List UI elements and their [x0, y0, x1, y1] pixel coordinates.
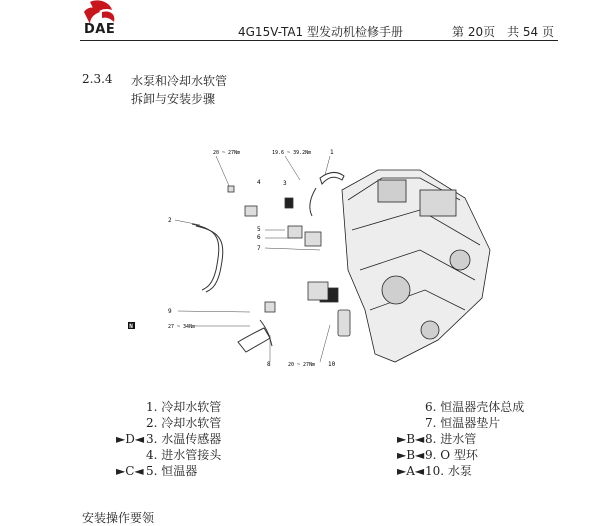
callout-6: 6	[257, 234, 261, 241]
list-item	[397, 463, 577, 479]
part-name: 5. 恒温器	[146, 464, 198, 478]
list-item	[397, 399, 577, 415]
torque-label-1: 20 ~ 27Nm	[213, 150, 241, 156]
engine-diagram	[120, 140, 510, 380]
callout-7: 7	[257, 245, 261, 252]
torque-label-4: 20 ~ 27Nm	[288, 362, 316, 368]
n-mark: N	[129, 323, 133, 330]
part-name: 2. 冷却水软管	[146, 416, 222, 430]
part-name: 3. 水温传感器	[146, 432, 222, 446]
callout-9: 9	[168, 308, 172, 315]
callout-4: 4	[257, 179, 261, 186]
part-name: 10. 水泵	[425, 464, 472, 478]
part-name: 4. 进水管接头	[146, 448, 222, 462]
parts-list-right	[397, 399, 577, 479]
torque-label-2: 19.6 ~ 39.2Nm	[272, 150, 312, 156]
list-item	[116, 399, 316, 415]
list-item	[116, 463, 316, 479]
part-marker: ►B◄	[397, 448, 425, 462]
callout-2: 2	[168, 217, 172, 224]
hose-drawings	[192, 172, 344, 352]
part-name: 9. O 型环	[425, 448, 478, 462]
callout-3: 3	[283, 180, 287, 187]
part-marker: ►A◄	[397, 464, 425, 478]
logo-text: DAE	[84, 22, 116, 37]
torque-label-3: 27 ~ 34Nm	[168, 324, 196, 330]
section-number: 2.3.4	[82, 72, 113, 86]
part-marker: ►D◄	[116, 432, 145, 446]
part-marker: ►C◄	[116, 464, 144, 478]
list-item	[116, 431, 316, 447]
next-section-heading: 安装操作要领	[82, 511, 155, 525]
part-marker: ►B◄	[397, 432, 425, 446]
callout-10: 10	[328, 361, 336, 368]
list-item	[116, 415, 316, 431]
part-name: 1. 冷却水软管	[146, 400, 222, 414]
leader-lines	[175, 156, 330, 362]
list-item	[397, 415, 577, 431]
part-name: 6. 恒温器壳体总成	[425, 400, 525, 414]
part-name: 8. 进水管	[425, 432, 477, 446]
page-header	[0, 0, 608, 40]
component-drawings	[228, 186, 350, 336]
header-rule	[80, 40, 558, 41]
callout-8: 8	[267, 361, 271, 368]
list-item	[116, 447, 316, 463]
page-number: 第 20页 共 54 页	[452, 25, 554, 39]
section-subtitle: 拆卸与安装步骤	[131, 92, 216, 106]
parts-list-left	[116, 399, 316, 479]
callout-1: 1	[330, 149, 334, 156]
list-item	[397, 447, 577, 463]
list-item	[397, 431, 577, 447]
part-name: 7. 恒温器垫片	[425, 416, 501, 430]
section-title: 水泵和冷却水软管	[131, 74, 228, 88]
engine-block-drawing	[342, 170, 490, 362]
manual-title: 4G15V-TA1 型发动机检修手册	[238, 25, 403, 39]
callout-5: 5	[257, 226, 261, 233]
